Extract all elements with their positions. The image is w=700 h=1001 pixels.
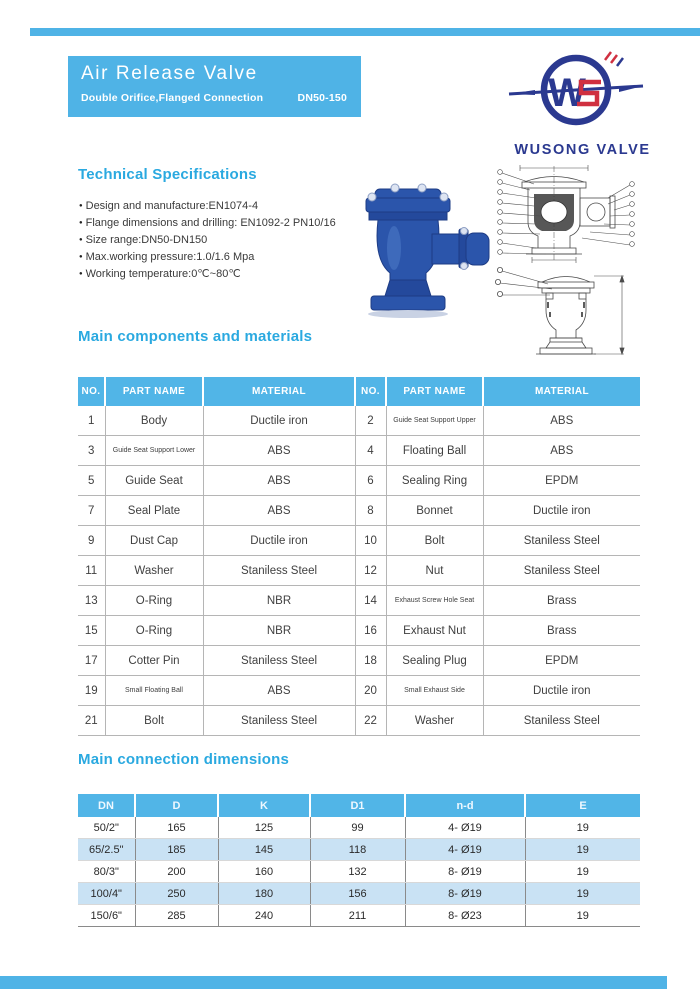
dimensions-row <box>78 839 640 861</box>
components-header-row <box>78 377 640 406</box>
components-heading: Main components and materials <box>78 328 313 345</box>
part-no: 14 <box>355 586 386 616</box>
dimension-value: 4- Ø19 <box>405 839 525 861</box>
size-range-label: DN50-150 <box>297 92 347 104</box>
part-material: Staniless Steel <box>203 646 355 676</box>
part-name: Small Floating Ball <box>105 676 203 706</box>
components-row <box>78 706 640 736</box>
part-name: Guide Seat Support Upper <box>386 406 483 436</box>
column-header: PART NAME <box>386 377 483 406</box>
top-accent-bar <box>30 28 700 36</box>
part-name: Body <box>105 406 203 436</box>
components-row <box>78 526 640 556</box>
part-material: Staniless Steel <box>483 526 640 556</box>
dimension-value: 19 <box>525 883 640 905</box>
part-name: Exhaust Nut <box>386 616 483 646</box>
product-photo <box>338 176 493 326</box>
dimension-value: 150/6" <box>78 905 135 927</box>
brand-logo <box>495 46 670 158</box>
dimensions-row <box>78 905 640 927</box>
dimension-value: 156 <box>310 883 405 905</box>
components-row <box>78 496 640 526</box>
part-no: 18 <box>355 646 386 676</box>
part-material: Ductile iron <box>483 676 640 706</box>
part-no: 11 <box>78 556 105 586</box>
dimension-value: 19 <box>525 839 640 861</box>
components-row <box>78 616 640 646</box>
part-no: 13 <box>78 586 105 616</box>
part-no: 22 <box>355 706 386 736</box>
part-no: 2 <box>355 406 386 436</box>
part-material: Staniless Steel <box>483 706 640 736</box>
column-header: n-d <box>405 794 525 817</box>
dimension-value: 211 <box>310 905 405 927</box>
part-no: 7 <box>78 496 105 526</box>
column-header: E <box>525 794 640 817</box>
components-row <box>78 466 640 496</box>
dimension-value: 80/3" <box>78 861 135 883</box>
part-material: EPDM <box>483 466 640 496</box>
dimension-value: 8- Ø19 <box>405 861 525 883</box>
part-material: Staniless Steel <box>203 706 355 736</box>
dimension-value: 65/2.5" <box>78 839 135 861</box>
part-material: ABS <box>483 436 640 466</box>
part-material: Ductile iron <box>203 526 355 556</box>
components-row <box>78 586 640 616</box>
column-header: D1 <box>310 794 405 817</box>
part-material: ABS <box>203 676 355 706</box>
dimensions-row <box>78 883 640 905</box>
components-row <box>78 676 640 706</box>
part-no: 20 <box>355 676 386 706</box>
dimension-value: 125 <box>218 817 310 839</box>
dimension-value: 250 <box>135 883 218 905</box>
part-name: Nut <box>386 556 483 586</box>
header-box <box>68 56 361 117</box>
part-name: O-Ring <box>105 616 203 646</box>
part-material: ABS <box>203 436 355 466</box>
column-header: DN <box>78 794 135 817</box>
part-name: Washer <box>105 556 203 586</box>
part-no: 4 <box>355 436 386 466</box>
bottom-accent-bar <box>0 976 667 989</box>
part-no: 6 <box>355 466 386 496</box>
part-name: Bonnet <box>386 496 483 526</box>
svg-text:W: W <box>548 71 586 115</box>
part-material: ABS <box>203 466 355 496</box>
part-material: Ductile iron <box>203 406 355 436</box>
dimensions-row <box>78 817 640 839</box>
part-name: Guide Seat Support Lower <box>105 436 203 466</box>
dimension-value: 200 <box>135 861 218 883</box>
part-name: Sealing Plug <box>386 646 483 676</box>
dimension-value: 185 <box>135 839 218 861</box>
dimension-value: 160 <box>218 861 310 883</box>
part-material: NBR <box>203 616 355 646</box>
components-table <box>78 377 640 736</box>
spec-item: ● Max.working pressure:1.0/1.6 Mpa <box>79 249 336 266</box>
part-no: 10 <box>355 526 386 556</box>
dimension-value: 285 <box>135 905 218 927</box>
tech-specs-heading: Technical Specifications <box>78 166 257 183</box>
part-name: Exhaust Screw Hole Seat <box>386 586 483 616</box>
part-material: ABS <box>203 496 355 526</box>
column-header: NO. <box>355 377 386 406</box>
part-name: O-Ring <box>105 586 203 616</box>
dimension-value: 132 <box>310 861 405 883</box>
outline-diagram <box>490 262 642 362</box>
part-material: Staniless Steel <box>203 556 355 586</box>
column-header: MATERIAL <box>203 377 355 406</box>
part-material: ABS <box>483 406 640 436</box>
part-no: 12 <box>355 556 386 586</box>
part-name: Seal Plate <box>105 496 203 526</box>
dimensions-row <box>78 861 640 883</box>
part-no: 8 <box>355 496 386 526</box>
components-row <box>78 646 640 676</box>
part-no: 19 <box>78 676 105 706</box>
components-row <box>78 556 640 586</box>
dimensions-table <box>78 794 640 927</box>
part-material: NBR <box>203 586 355 616</box>
tech-specs-list <box>79 198 336 283</box>
dimension-value: 4- Ø19 <box>405 817 525 839</box>
dimension-value: 19 <box>525 817 640 839</box>
part-no: 15 <box>78 616 105 646</box>
column-header: MATERIAL <box>483 377 640 406</box>
dimension-value: 50/2" <box>78 817 135 839</box>
part-material: Ductile iron <box>483 496 640 526</box>
column-header: D <box>135 794 218 817</box>
part-no: 16 <box>355 616 386 646</box>
part-name: Small Exhaust Side <box>386 676 483 706</box>
part-name: Sealing Ring <box>386 466 483 496</box>
dimensions-heading: Main connection dimensions <box>78 751 290 768</box>
components-row <box>78 436 640 466</box>
brand-name: WUSONG VALVE <box>514 142 651 158</box>
page-title: Air Release Valve <box>81 63 258 84</box>
column-header: PART NAME <box>105 377 203 406</box>
part-no: 1 <box>78 406 105 436</box>
part-no: 17 <box>78 646 105 676</box>
part-name: Guide Seat <box>105 466 203 496</box>
dimensions-header-row <box>78 794 640 817</box>
dimension-value: 8- Ø23 <box>405 905 525 927</box>
dimension-value: 19 <box>525 861 640 883</box>
dimension-value: 180 <box>218 883 310 905</box>
part-no: 21 <box>78 706 105 736</box>
dimension-value: 240 <box>218 905 310 927</box>
components-row <box>78 406 640 436</box>
part-name: Bolt <box>386 526 483 556</box>
spec-item: ● Flange dimensions and drilling: EN1092-2 PN10/16 <box>79 215 336 232</box>
column-header: NO. <box>78 377 105 406</box>
column-header: K <box>218 794 310 817</box>
dimension-value: 99 <box>310 817 405 839</box>
part-no: 9 <box>78 526 105 556</box>
spec-item: ● Design and manufacture:EN1074-4 <box>79 198 336 215</box>
page-subtitle: Double Orifice,Flanged Connection <box>81 92 264 104</box>
logo-mark-icon <box>495 46 670 136</box>
spec-item: ● Working temperature:0℃~80℃ <box>79 266 336 283</box>
dimension-value: 100/4" <box>78 883 135 905</box>
part-name: Dust Cap <box>105 526 203 556</box>
part-material: Staniless Steel <box>483 556 640 586</box>
part-material: EPDM <box>483 646 640 676</box>
part-material: Brass <box>483 616 640 646</box>
part-name: Washer <box>386 706 483 736</box>
dimension-value: 145 <box>218 839 310 861</box>
part-material: Brass <box>483 586 640 616</box>
dimensions-table-body <box>78 817 640 927</box>
dimension-value: 165 <box>135 817 218 839</box>
dimension-value: 118 <box>310 839 405 861</box>
part-name: Floating Ball <box>386 436 483 466</box>
dimension-value: 19 <box>525 905 640 927</box>
spec-item: ● Size range:DN50-DN150 <box>79 232 336 249</box>
part-no: 5 <box>78 466 105 496</box>
part-name: Cotter Pin <box>105 646 203 676</box>
part-no: 3 <box>78 436 105 466</box>
dimension-value: 8- Ø19 <box>405 883 525 905</box>
components-table-body <box>78 406 640 736</box>
section-diagram <box>490 158 642 264</box>
part-name: Bolt <box>105 706 203 736</box>
